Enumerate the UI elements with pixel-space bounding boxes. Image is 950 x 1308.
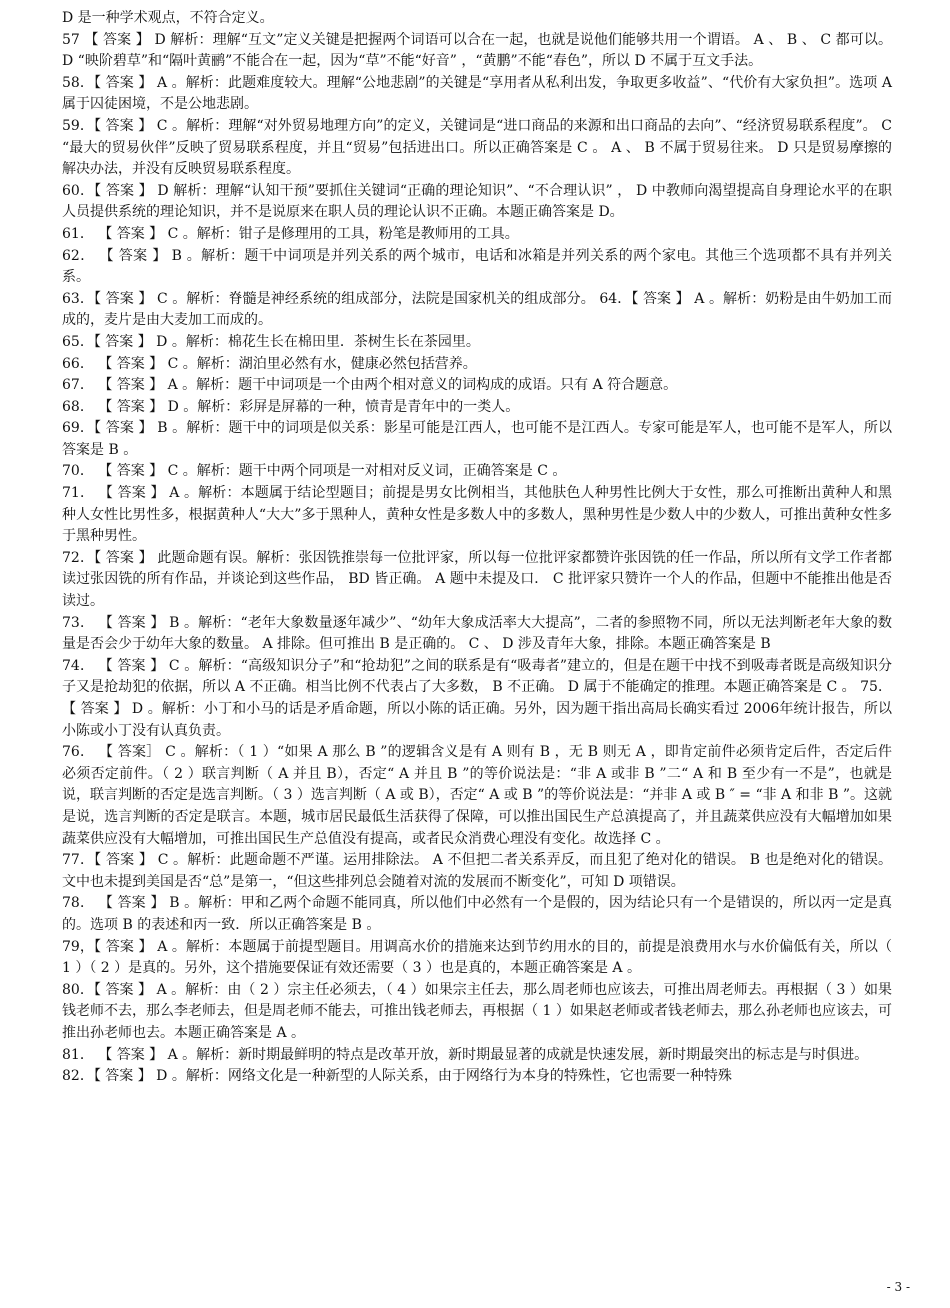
document-body — [62, 8, 892, 1088]
answer-paragraph: 68． 【 答案 】 D 。解析：彩屏是屏幕的一种，愤青是青年中的一类人。 — [62, 398, 520, 415]
answer-paragraph: 77．【 答案 】 C 。解析：此题命题不严谨。运用排除法。 A 不但把二者关系弄反，而且犯了绝对化的错误。 B 也是绝对化的错误。文中也未提到美国是否“总”是第一，“但这些排列总会随着对流的发展而不断变化”，可知 D 项错误。 — [62, 852, 892, 890]
answer-paragraph: 81． 【 答案 】 A 。解析：新时期最鲜明的特点是改革开放，新时期最显著的成就是快速发展，新时期最突出的标志是与时俱进。 — [62, 1046, 869, 1063]
answer-paragraph: 79，【 答案 】 A 。解析：本题属于前提型题目。用调高水价的措施来达到节约用水的目的，前提是浪费用水与水价偏低有关，所以（ 1 ）（ 2 ）是真的。另外，这个措施要保证有效还需要（ 3 ）也是真的，本题正确答案是 A 。 — [62, 938, 892, 977]
answer-paragraph: 67． 【 答案 】 A 。解析：题干中词项是一个由两个相对意义的词构成的成语。只有 A 符合题意。 — [62, 377, 678, 394]
answer-paragraph: 72．【 答案 】 此题命题有误。解析：张因铣推崇每一位批评家，所以每一位批评家都赞许张因铣的任一作品，所以所有文学工作者都读过张因铣的所有作品，并谈论到这些作品， BD 皆正确。 A 题中未提及口． C 批评家只赞许一个人的作品，但题中不能推出他是否读过。 — [62, 549, 892, 610]
answer-paragraph: 78． 【 答案 】 B 。解析：甲和乙两个命题不能同真，所以他们中必然有一个是假的，因为结论只有一个是错误的，所以丙一定是真的。选项 B 的表述和丙一致．所以正确答案是 B 。 — [62, 895, 892, 933]
answer-paragraph: 71． 【 答案 】 A 。解析：本题属于结论型题目；前提是男女比例相当，其他肤色人种男性比例大于女性，那么可推断出黄种人和黑种人女性比男性多，根据黄种人“大大”多于黑种人，黄种女性是多数人中的多数人，黑种男性是少数人中的少数人，可推出黄种女性多于黑种男性。 — [62, 485, 892, 545]
answer-paragraph: 65．【 答案 】 D 。解析：棉花生长在棉田里．茶树生长在茶园里。 — [62, 333, 480, 350]
answer-paragraph: 61． 【 答案 】 C 。解析：钳子是修理用的工具，粉笔是教师用的工具。 — [62, 225, 519, 242]
answer-paragraph: 59．【 答案 】 C 。解析：理解“对外贸易地理方向”的定义，关键词是“进口商品的来源和出口商品的去向”、“经济贸易联系程度”。 C “最大的贸易伙伴”反映了贸易联系程度，并且“贸易”包括进出口。所以正确答案是 C 。 A 、 B 不属于贸易往来。 D 只是贸易摩擦的解决办法，并没有反映贸易联系程度。 — [62, 117, 892, 178]
answer-paragraph: 58．【 答案 】 A 。解析：此题难度较大。理解“公地悲剧”的关键是“享用者从私利出发，争取更多收益”、“代价有大家负担”。选项 A 属于囚徒困境，不是公地悲剧。 — [62, 74, 892, 113]
answer-paragraph: 82．【 答案 】 D 。解析：网络文化是一种新型的人际关系，由于网络行为本身的特殊性，它也需要一种特殊 — [62, 1068, 732, 1085]
answer-paragraph: 80．【 答案 】 A 。解析：由（ 2 ）宗主任必须去，（ 4 ）如果宗主任去，那么周老师也应该去，可推出周老师去。再根据（ 3 ）如果钱老师不去，那么李老师去，但是周老师不能去，可推出钱老师去，再根据（ 1 ）如果赵老师或者钱老师去，那么孙老师也应该去，可推出孙老师也去。本题正确答案是 A 。 — [62, 981, 892, 1041]
answer-paragraph: 62． 【 答案 】 B 。解析：题干中词项是并列关系的两个城市，电话和冰箱是并列关系的两个家电。其他三个选项都不具有并列关系。 — [62, 247, 892, 286]
answer-paragraph: 76． 【 答案］ C 。解析：（ 1 ）“如果 A 那么 B ”的逻辑含义是有 A 则有 B ，无 B 则无 A ，即肯定前件必须肯定后件，否定后件必须否定前件。（ 2 ）联言判断（ A 并且 B），否定“ A 并且 B ”的等价说法是：“非 A 或非 B ”二“ A 和 B 至少有一不是”，也就是说，联言判断的否定是选言判断。（ 3 ）选言判断（ A 或 B），否定“ A 或 B ”的等价说法是：“并非 A 或 B ″ = “非 A 和非 B ”。这就是说，选言判断的否定是联言。本题，城市居民最低生活获得了保障，可以推出国民生产总滇提高了，并且蔬菜供应没有大幅增加如果蔬菜供应没有大幅增加，可推出国民生产总值没有提高，或者民众消费心理没有变化。故选择 C 。 — [62, 744, 892, 847]
answer-paragraph: 70． 【 答案 】 C 。解析：题干中两个同项是一对相对反义词，正确答案是 C 。 — [62, 463, 567, 480]
answer-paragraph: 60．【 答案 】 D 解析：理解“认知干预”要抓住关键词“正确的理论知识”、“不合理认识” ， D 中教师向渴望提高自身理论水平的在职人员提供系统的理论知识，并不是说原来在职人员的理论认识不正确。本题正确答案是 D。 — [62, 182, 892, 221]
answer-paragraph: 57 【 答案 】 D 解析：理解“互文”定义关键是把握两个词语可以合在一起，也就是说他们能够共用一个谓语。 A 、 B 、 C 都可以。 D “映阶碧草”和“隔叶黄鹂”不能合在一起，因为“草”不能“好音” ，“黄鹏”不能“春色”，所以 D 不属于互文手法。 — [62, 31, 892, 70]
answer-paragraph: 63．【 答案 】 C 。解析：脊髓是神经系统的组成部分，法院是国家机关的组成部分。 64．【 答案 】 A 。解析：奶粉是由牛奶加工而成的，麦片是由大麦加工而成的。 — [62, 290, 892, 329]
answer-paragraph: D 是一种学术观点，不符合定义。 — [62, 10, 274, 26]
answer-paragraph: 74． 【 答案 】 C 。解析：“高级知识分子”和“抢劫犯”之间的联系是有“吸毒者”建立的，但是在题干中找不到吸毒者既是高级知识分子又是抢劫犯的依据，所以 A 不正确。相当比例不代表占了大多数， B 不正确。 D 属于不能确定的推理。本题正确答案是 C 。 75．【 答案 】 D 。解析：小丁和小马的话是矛盾命题，所以小陈的话正确。另外，因为题干指出高局长确实看过 2006年统计报告，所以小陈或小丁没有认真负责。 — [62, 657, 892, 739]
answer-paragraph: 66． 【 答案 】 C 。解析：湖泊里必然有水，健康必然包括营养。 — [62, 355, 477, 372]
answer-paragraph: 69．【 答案 】 B 。解析：题干中的词项是似关系：影星可能是江西人，也可能不是江西人。专家可能是军人，也可能不是军人，所以答案是 B 。 — [62, 420, 892, 458]
answer-paragraph: 73． 【 答案 】 B 。解析：“老年大象数量逐年减少”、“幼年大象成活率大大提高”，二者的参照物不同，所以无法判断老年大象的数量是否会少于幼年大象的数量。 A 排除。但可推出 B 是正确的。 C 、 D 涉及青年大象，排除。本题正确答案是 B — [62, 614, 892, 653]
page-number: - 3 - — [886, 1280, 910, 1294]
